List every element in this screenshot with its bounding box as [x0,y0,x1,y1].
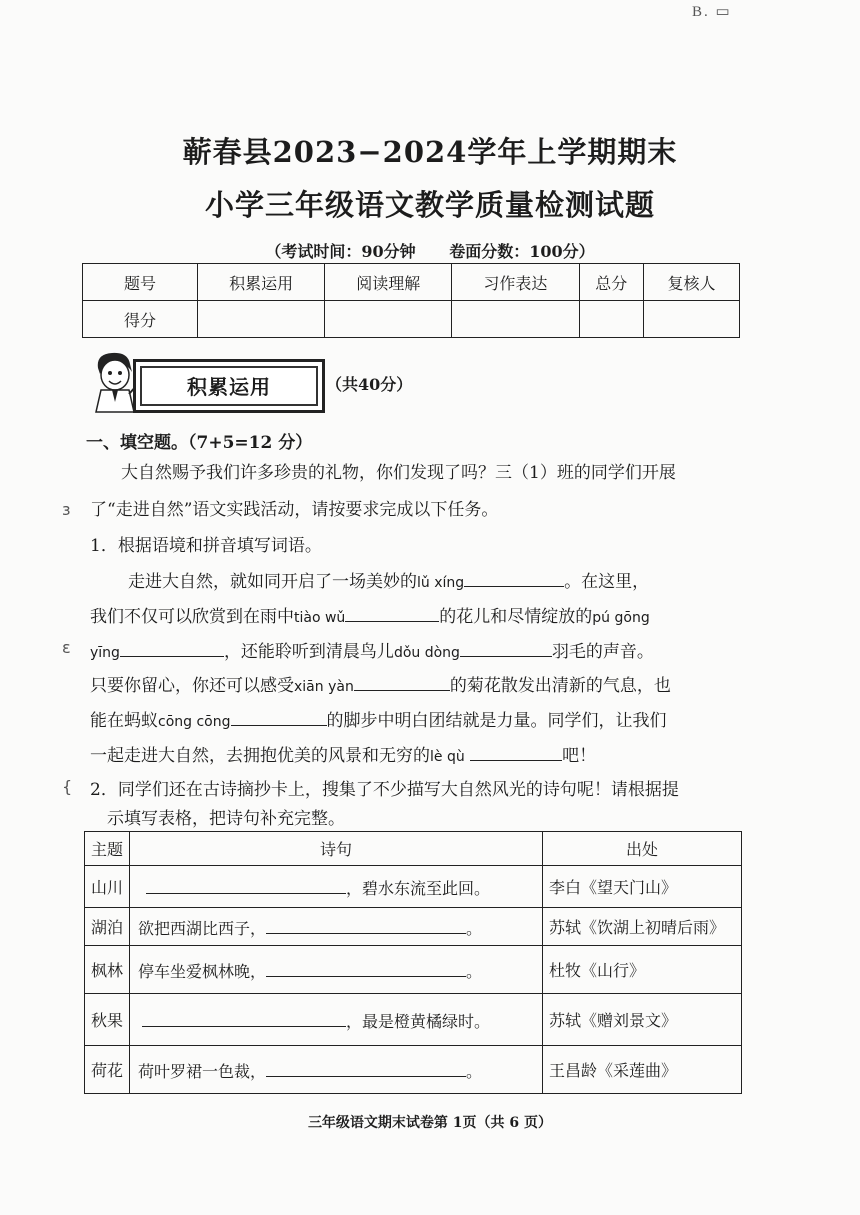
pinyin-hint: tiào wǔ [294,610,346,626]
table-row [85,946,742,994]
score-input-cell[interactable] [198,301,325,338]
text-segment: 只要你留心，你还可以感受 [90,676,294,696]
poem-source: 苏轼《饮湖上初晴后雨》 [543,908,742,946]
exam-time: （考试时间：90分钟 [265,242,416,261]
poem-text: ，最是橙黄橘绿时。 [346,1011,491,1031]
sub2-line2: 示填写表格，把诗句补充完整。 [107,809,345,829]
poem-theme: 荷花 [85,1046,130,1094]
fill-line4 [90,670,671,704]
score-row-label: 得分 [83,301,198,338]
poem-header-cell: 主题 [85,832,130,866]
answer-blank[interactable] [354,672,450,691]
exam-title-line1: 蕲春县2023−2024学年上学期期末 [182,135,678,169]
section-points: （共40分） [326,375,413,394]
text-segment: 的花儿和尽情绽放的 [439,607,593,627]
section-title: 积累运用 [187,375,271,399]
poem-line-cell [130,866,543,908]
poem-line-cell [130,1046,543,1094]
score-header-cell: 复核人 [644,264,740,301]
section-banner [133,359,325,413]
poem-source: 杜牧《山行》 [543,946,742,994]
score-header-cell: 阅读理解 [325,264,452,301]
fill-line6 [90,740,596,774]
pinyin-hint: xiān yàn [294,679,354,695]
answer-blank[interactable] [470,742,562,761]
answer-blank[interactable] [345,603,439,622]
pinyin-hint: yīng [90,645,120,661]
fill-line5 [90,705,667,739]
answer-blank[interactable] [120,638,224,657]
poem-theme: 湖泊 [85,908,130,946]
score-table [82,263,740,338]
page-footer: 三年级语文期末试卷第 1页（共 6 页） [307,1115,553,1131]
text-segment: 能在蚂蚁 [90,711,158,731]
answer-blank[interactable] [464,568,564,587]
text-segment: 羽毛的声音。 [551,642,654,662]
poem-text: 。 [466,961,483,981]
exam-title-line2: 小学三年级语文教学质量检测试题 [204,188,655,222]
score-header-cell: 习作表达 [452,264,579,301]
pinyin-hint: lǔ xíng [417,575,465,591]
intro-line1: 大自然赐予我们许多珍贵的礼物，你们发现了吗？三（1）班的同学们开展 [121,463,676,483]
text-segment: 一起走进大自然，去拥抱优美的风景和无穷的 [90,746,430,766]
question1-heading: 一、填空题。（7+5=12 分） [86,433,313,453]
pinyin-hint: pú gōng [592,610,650,626]
pinyin-hint: lè qù [430,749,465,765]
score-header-cell: 积累运用 [198,264,325,301]
pinyin-hint: dǒu dòng [393,645,460,661]
poem-source: 苏轼《赠刘景文》 [543,994,742,1046]
score-input-cell[interactable] [325,301,452,338]
poem-source: 王昌龄《采莲曲》 [543,1046,742,1094]
total-score: 卷面分数：100分） [449,242,595,261]
pinyin-hint: cōng cōng [158,714,231,730]
table-row [85,908,742,946]
poem-theme: 枫林 [85,946,130,994]
intro-line2: 了“走进自然”语文实践活动，请按要求完成以下任务。 [90,500,499,520]
answer-blank[interactable] [266,915,466,934]
score-header-cell: 题号 [83,264,198,301]
margin-mark: { [62,777,73,796]
poem-line-cell [130,946,543,994]
table-row [85,1046,742,1094]
corner-handwritten-mark: B. ▭ [692,4,732,20]
poem-text: 荷叶罗裙一色裁， [138,1061,267,1081]
table-row [85,994,742,1046]
answer-blank[interactable] [460,638,552,657]
score-input-cell[interactable] [579,301,644,338]
text-segment: 我们不仅可以欣赏到在雨中 [90,607,294,627]
table-row [85,866,742,908]
fill-line3 [90,636,654,670]
text-segment: 吧！ [562,746,597,766]
poem-table [84,831,742,1094]
poem-header-cell: 诗句 [130,832,543,866]
answer-blank[interactable] [142,1008,346,1027]
poem-header-cell: 出处 [543,832,742,866]
score-input-cell[interactable] [452,301,579,338]
poem-text: 。 [466,1061,483,1081]
poem-theme: 秋果 [85,994,130,1046]
text-segment: 。在这里， [564,572,650,592]
margin-mark: ɛ [62,638,71,657]
poem-line-cell [130,908,543,946]
text-segment: 的菊花散发出清新的气息，也 [449,676,671,696]
poem-text: 欲把西湖比西子， [138,918,267,938]
text-segment: ，还能聆听到清晨鸟儿 [223,642,394,662]
score-input-cell[interactable] [644,301,740,338]
poem-text: 停车坐爱枫林晚， [138,961,267,981]
fill-line1 [128,566,649,600]
poem-source: 李白《望天门山》 [543,866,742,908]
poem-text: 。 [466,918,483,938]
text-segment: 的脚步中明白团结就是力量。同学们，让我们 [326,711,667,731]
answer-blank[interactable] [146,875,346,894]
answer-blank[interactable] [231,707,327,726]
sub2-line1: 2．同学们还在古诗摘抄卡上，搜集了不少描写大自然风光的诗句呢！请根据提 [90,780,679,800]
poem-text: ，碧水东流至此回。 [346,878,491,898]
margin-mark: ɜ [62,500,71,519]
poem-theme: 山川 [85,866,130,908]
sub1-heading: 1．根据语境和拼音填写词语。 [90,536,322,556]
answer-blank[interactable] [266,1058,466,1077]
exam-info [0,239,860,262]
fill-line2 [90,601,650,635]
answer-blank[interactable] [266,958,466,977]
score-header-cell: 总分 [579,264,644,301]
text-segment: 走进大自然，就如同开启了一场美妙的 [128,572,417,592]
poem-line-cell [130,994,543,1046]
